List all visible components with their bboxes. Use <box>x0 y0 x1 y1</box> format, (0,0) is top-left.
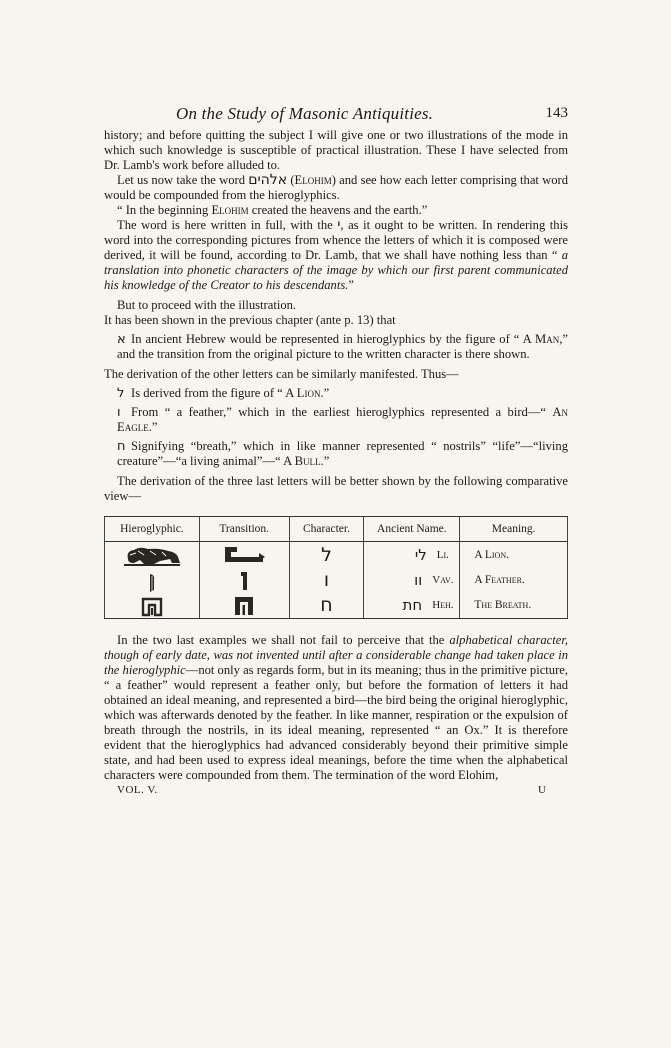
meaning-feather: A Feather. <box>474 573 525 586</box>
hebrew-heth: ח <box>117 439 126 454</box>
lion-transition-icon <box>219 543 269 567</box>
entry-heth-b: .” <box>320 454 330 468</box>
entry-aleph-b: ,” and the transition from the original picture to the written character is there shown. <box>117 332 568 361</box>
entry-lamed <box>104 386 568 401</box>
p4-text-a: The word is here written in full, with the <box>117 218 338 232</box>
breath-hieroglyph-icon <box>141 597 163 617</box>
col-header-ancient-name: Ancient Name. <box>364 517 460 542</box>
hebrew-vav: ו <box>117 405 121 420</box>
body-text-continued <box>104 633 568 783</box>
ancient-name-hebrew: לי <box>414 545 427 564</box>
hebrew-yod: י <box>337 217 341 233</box>
feather-transition-icon <box>239 570 249 592</box>
table-header-row <box>105 517 568 542</box>
character-cell <box>289 542 364 619</box>
lion-hieroglyph-icon <box>120 543 184 569</box>
hieroglyphic-cell <box>105 542 200 619</box>
entry-aleph <box>104 332 568 362</box>
paragraph-6: It has been shown in the previous chapter (ante p. 13) that <box>104 313 396 327</box>
paragraph-9 <box>104 633 568 783</box>
page-footer <box>104 784 568 800</box>
entry-heth-a: Signifying “breath,” which in like manner represented “ nostrils” “life”—“living creature”—“a living animal”—“ A <box>117 439 568 468</box>
volume-label: VOL. V. <box>117 784 158 796</box>
col-header-transition: Transition. <box>199 517 289 542</box>
paragraph-7: The derivation of the other letters can be similarly manifested. Thus— <box>104 367 459 381</box>
p9-text-a: In the two last examples we shall not fail to perceive that the <box>117 633 450 647</box>
paragraph-3 <box>104 203 568 218</box>
page <box>104 104 568 800</box>
hebrew-lamed: ל <box>117 386 125 401</box>
p3-text-a: “ In the beginning <box>117 203 212 217</box>
ancient-name-label: Heh. <box>432 599 454 612</box>
p2-text-a: Let us now take the word <box>117 173 249 187</box>
col-header-meaning: Meaning. <box>460 517 568 542</box>
page-number: 143 <box>545 105 568 121</box>
entry-aleph-sc: Man <box>535 332 560 346</box>
meaning-cell <box>460 542 568 619</box>
p4-text-b: , as it ought to be written. In rendering this word into the corresponding pictures from whence the letters of which it is composed were derived, it will be found, according to Dr. Lamb, that we shall have nothing less than “ <box>104 218 568 262</box>
table-body-row <box>105 542 568 619</box>
p2-text-b: ( <box>287 173 295 187</box>
p2-text-c: ) and see how each letter comprising that word would be compounded from the hieroglyphics. <box>104 173 569 202</box>
p9-text-b: —not only as regards form, but in its meaning; thus in the primitive picture, “ a feather” would represent a feather only, but before the formation of letters it had obtained an ideal meaning, and represented a bird—the bird being the original hieroglyphic, which was afterwards denoted by the feather. In like manner, respiration or the expulsion of breath through the nostrils, in its ideal meaning, represented “ an Ox.” It is therefore evident that the hieroglyphics had advanced considerably beyond their primitive simple state, and had been used to express ideal meanings, before the time when the alphabetical characters were compounded from them. The termination of the word Elohim, <box>104 663 569 782</box>
paragraph-2 <box>104 173 568 203</box>
hebrew-aleph: א <box>117 332 126 347</box>
entry-vav-a: From “ a feather,” which in the earliest hieroglyphics represented a bird—“ <box>131 405 553 419</box>
character-lamed: ל <box>321 543 332 566</box>
p9-italic: alphabetical character, though of early date, was not invented until after a considerable change had taken place in the hieroglyphic <box>104 633 568 677</box>
hebrew-word-elohim: אלהים <box>248 172 288 188</box>
meaning-lion: A Lion. <box>474 548 509 561</box>
page-header <box>104 104 568 128</box>
body-text <box>104 128 568 504</box>
ancient-name-hebrew: חת <box>402 596 423 615</box>
entry-vav-sc: An Eagle <box>117 405 568 434</box>
meaning-breath: The Breath. <box>474 599 532 612</box>
breath-transition-icon <box>233 595 255 617</box>
ancient-name-row <box>370 568 453 592</box>
comparison-table <box>104 516 568 619</box>
col-header-character: Character. <box>289 517 364 542</box>
ancient-name-label: Vav. <box>432 573 454 586</box>
p4-text-c: ” <box>348 278 354 292</box>
entry-lamed-b: .” <box>320 386 330 400</box>
p4-quote: a translation into phonetic characters of the image by which our first parent communicated his knowledge of the Creator to his descendants. <box>104 248 568 292</box>
p3-name: Elohim <box>211 203 249 217</box>
ancient-name-hebrew: וו <box>414 570 423 589</box>
paragraph-1: history; and before quitting the subject I will give one or two illustrations of the mode in which such knowledge is susceptible of practical illustration. These I have selected from Dr. Lamb's work before alluded to. <box>104 128 568 172</box>
ancient-name-row <box>370 593 453 617</box>
entry-lamed-sc: Lion <box>296 386 321 400</box>
feather-hieroglyph-icon <box>146 572 158 594</box>
transition-cell <box>199 542 289 619</box>
paragraph-5: But to proceed with the illustration. <box>117 298 297 312</box>
character-vav: ו <box>323 568 330 591</box>
signature-mark: U <box>538 784 546 796</box>
p2-name: Elohim <box>294 173 332 187</box>
ancient-name-label: Li. <box>436 548 449 561</box>
ancient-name-cell <box>364 542 460 619</box>
entry-aleph-a: In ancient Hebrew would be represented in hieroglyphics by the figure of “ A <box>131 332 536 346</box>
entry-vav-b: .” <box>148 420 158 434</box>
p3-text-b: created the heavens and the earth.” <box>248 203 428 217</box>
running-title: On the Study of Masonic Antiquities. <box>176 104 434 123</box>
entry-vav <box>104 405 568 435</box>
entry-heth <box>104 439 568 469</box>
ancient-name-row <box>375 543 449 567</box>
entry-lamed-a: Is derived from the figure of “ A <box>131 386 297 400</box>
col-header-hieroglyphic: Hieroglyphic. <box>105 517 200 542</box>
paragraph-4 <box>104 218 568 293</box>
entry-heth-sc: Bull <box>294 454 321 468</box>
paragraph-8: The derivation of the three last letters will be better shown by the following comparative view— <box>104 474 568 503</box>
character-heth: ח <box>320 594 333 617</box>
